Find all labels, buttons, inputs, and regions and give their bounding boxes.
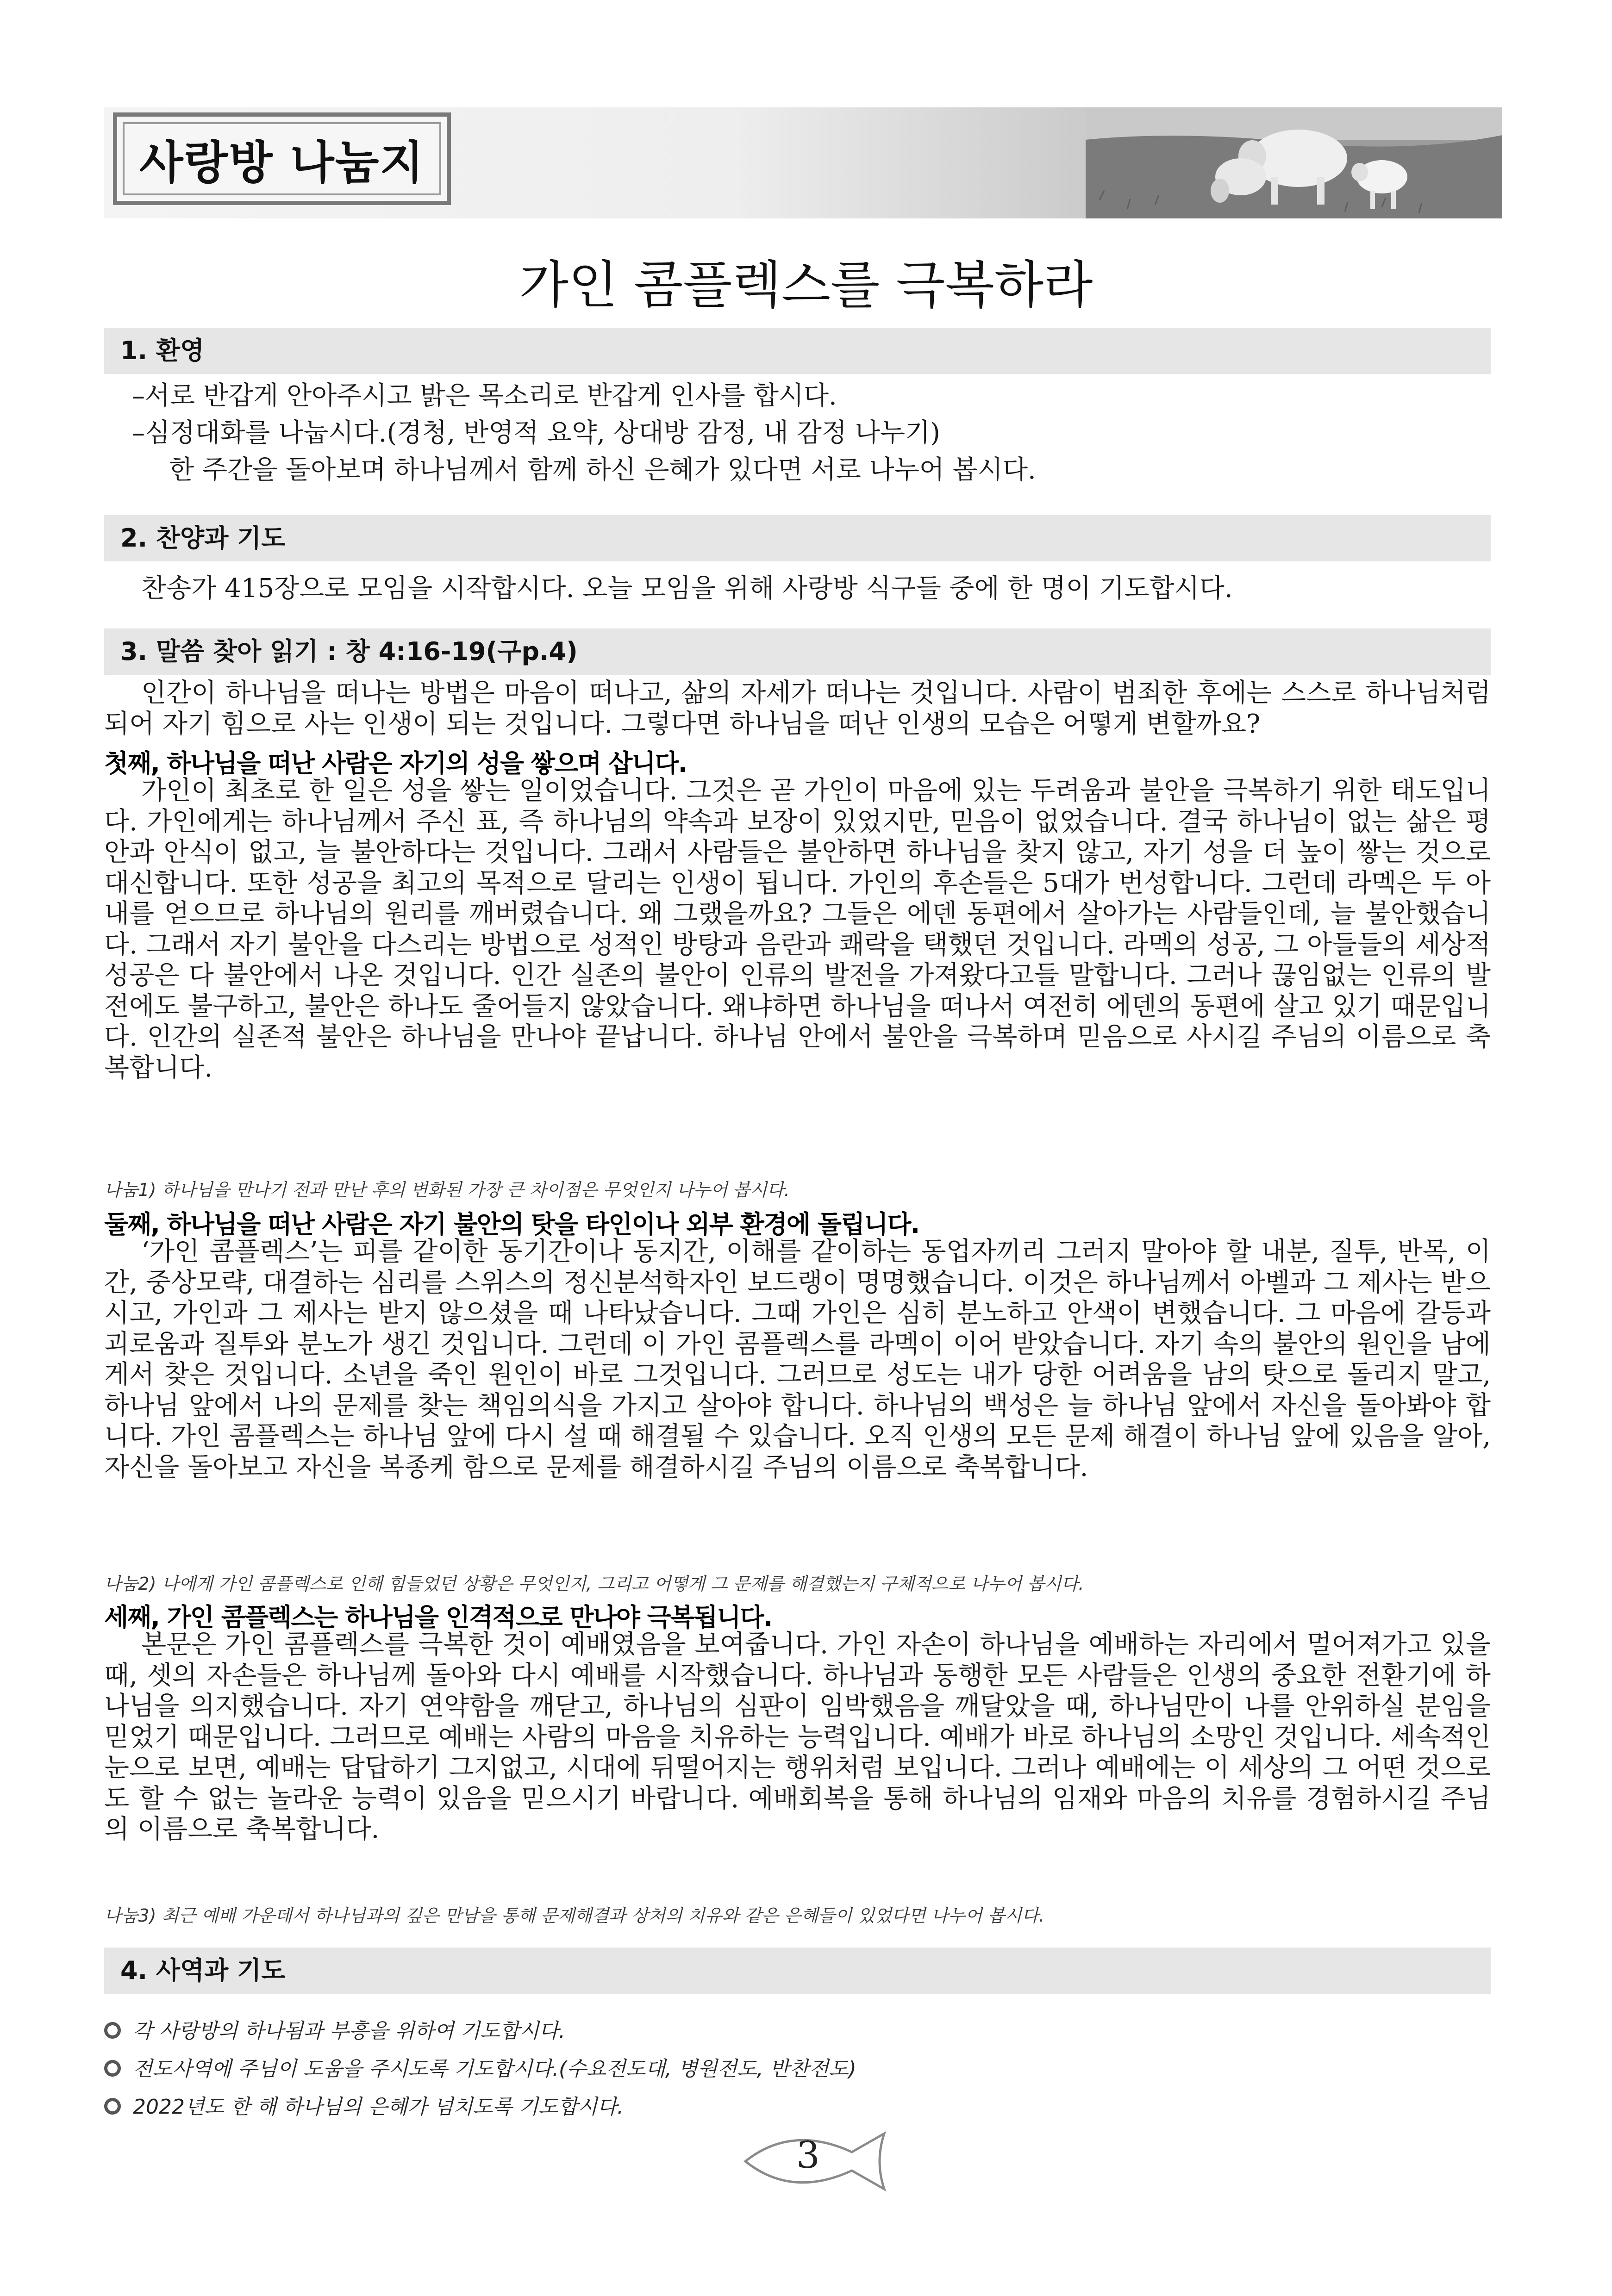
prayer-item: 각 사랑방의 하나됨과 부흥을 위하여 기도합시다.: [104, 2014, 565, 2044]
welcome-line-2: –심정대화를 나눕시다.(경청, 반영적 요약, 상대방 감정, 내 감정 나누기): [132, 418, 940, 448]
section-2-heading: 2. 찬양과 기도: [104, 515, 1491, 561]
sharing-question-1: 나눔1) 하나님을 만나기 전과 만난 후의 변화된 가장 큰 차이점은 무엇인지 나누어 봅시다.: [104, 1180, 790, 1200]
section-3-heading: 3. 말씀 찾아 읽기 : 창 4:16-19(구p.4): [104, 628, 1491, 675]
prayer-item: 전도사역에 주님이 도움을 주시도록 기도합시다.(수요전도대, 병원전도, 반찬전도): [104, 2052, 856, 2082]
header-badge: [113, 112, 451, 205]
point-3-heading: 세째, 가인 콤플렉스는 하나님을 인격적으로 만나야 극복됩니다.: [104, 1603, 772, 1632]
sheep-photo: [1086, 107, 1502, 218]
section-4-heading: 4. 사역과 기도: [104, 1948, 1491, 1994]
welcome-line-1: –서로 반갑게 안아주시고 밝은 목소리로 반갑게 인사를 합시다.: [132, 381, 837, 411]
circle-bullet-icon: [104, 2098, 121, 2115]
circle-bullet-icon: [104, 2060, 121, 2077]
point-2-body: ‘가인 콤플렉스’는 피를 같이한 동기간이나 동지간, 이해를 같이하는 동업자끼리 그러지 말아야 할 내분, 질투, 반목, 이간, 중상모략, 대결하는 심리를 스위스의 정신분석학자인 보드랭이 명명했습니다. 이것은 하나님께서 아벨과 그 제사는 받으시고, 가인과 그 제사는 받지 않으셨을 때 나타났습니다. 그때 가인은 심히 분노하고 안색이 변했습니다. 그 마음에 갈등과 괴로움과 질투와 분노가 생긴 것입니다. 그런데 이 가인 콤플렉스를 라멕이 이어 받았습니다. 자기 속의 불안의 원인을 남에게서 찾은 것입니다. 소년을 죽인 원인이 바로 그것입니다. 그러므로 성도는 내가 당한 어려움을 남의 탓으로 돌리지 말고, 하나님 앞에서 나의 문제를 찾는 책임의식을 가지고 살아야 합니다. 하나님의 백성은 늘 하나님 앞에서 자신을 돌아봐야 합니다. 가인 콤플렉스는 하나님 앞에 다시 설 때 해결될 수 있습니다. 오직 인생의 모든 문제 해결이 하나님 앞에 있음을 알아, 자신을 돌아보고 자신을 복종케 함으로 문제를 해결하시길 주님의 이름으로 축복합니다.: [104, 1237, 1491, 1482]
point-3-body: 본문은 가인 콤플렉스를 극복한 것이 예배였음을 보여줍니다. 가인 자손이 하나님을 예배하는 자리에서 멀어져가고 있을 때, 셋의 자손들은 하나님께 돌아와 다시 예배를 시작했습니다. 하나님과 동행한 모든 사람들은 인생의 중요한 전환기에 하나님을 의지했습니다. 자기 연약함을 깨닫고, 하나님의 심판이 임박했음을 깨달았을 때, 하나님만이 나를 안위하실 분임을 믿었기 때문입니다. 그러므로 예배는 사람의 마음을 치유하는 능력입니다. 예배가 바로 하나님의 소망인 것입니다. 세속적인 눈으로 보면, 예배는 답답하기 그지없고, 시대에 뒤떨어지는 행위처럼 보입니다. 그러나 예배에는 이 세상의 그 어떤 것으로도 할 수 없는 놀라운 능력이 있음을 믿으시기 바랍니다. 예배회복을 통해 하나님의 임재와 마음의 치유를 경험하시길 주님의 이름으로 축복합니다.: [104, 1630, 1491, 1844]
praise-text: 찬송가 415장으로 모임을 시작합시다. 오늘 모임을 위해 사랑방 식구들 중에 한 명이 기도합시다.: [141, 573, 1233, 604]
prayer-item: 2022년도 한 해 하나님의 은혜가 넘치도록 기도합시다.: [104, 2090, 624, 2120]
page-title: 가인 콤플렉스를 극복하라: [519, 255, 1093, 315]
section-1-heading: 1. 환영: [104, 328, 1491, 374]
point-1-body: 가인이 최초로 한 일은 성을 쌓는 일이었습니다. 그것은 곧 가인이 마음에 있는 두려움과 불안을 극복하기 위한 태도입니다. 가인에게는 하나님께서 주신 표, 즉 하나님의 약속과 보장이 있었지만, 믿음이 없었습니다. 결국 하나님이 없는 삶은 평안과 안식이 없고, 늘 불안하다는 것입니다. 그래서 사람들은 불안하면 하나님을 찾지 않고, 자기 성을 더 높이 쌓는 것으로 대신합니다. 또한 성공을 최고의 목적으로 달리는 인생이 됩니다. 가인의 후손들은 5대가 번성합니다. 그런데 라멕은 두 아내를 얻으므로 하나님의 원리를 깨버렸습니다. 왜 그랬을까요? 그들은 에덴 동편에서 살아가는 사람들인데, 늘 불안했습니다. 그래서 자기 불안을 다스리는 방법으로 성적인 방탕과 음란과 쾌락을 택했던 것입니다. 라멕의 성공, 그 아들들의 세상적 성공은 다 불안에서 나온 것입니다. 인간 실존의 불안이 인류의 발전을 가져왔다고들 말합니다. 그러나 끊임없는 인류의 발전에도 불구하고, 불안은 하나도 줄어들지 않았습니다. 왜냐하면 하나님을 떠나서 여전히 에덴의 동편에 살고 있기 때문입니다. 인간의 실존적 불안은 하나님을 만나야 끝납니다. 하나님 안에서 불안을 극복하며 믿음으로 사시길 주님의 이름으로 축복합니다.: [104, 776, 1491, 1083]
page-number-badge: [736, 2124, 893, 2198]
point-2-heading: 둘째, 하나님을 떠난 사람은 자기 불안의 탓을 타인이나 외부 환경에 돌립니다.: [104, 1210, 919, 1239]
scripture-intro: 인간이 하나님을 떠나는 방법은 마음이 떠나고, 삶의 자세가 떠나는 것입니다. 사람이 범죄한 후에는 스스로 하나님처럼 되어 자기 힘으로 사는 인생이 되는 것입니다. 그렇다면 하나님을 떠난 인생의 모습은 어떻게 변할까요?: [104, 678, 1491, 739]
sharing-question-3: 나눔3) 최근 예배 가운데서 하나님과의 깊은 만남을 통해 문제해결과 상처의 치유와 같은 은혜들이 있었다면 나누어 봅시다.: [104, 1905, 1044, 1926]
badge-title: 사랑방 나눔지: [139, 136, 425, 189]
point-1-heading: 첫째, 하나님을 떠난 사람은 자기의 성을 쌓으며 삽니다.: [104, 749, 687, 778]
circle-bullet-icon: [104, 2022, 121, 2039]
page-number: 3: [796, 2134, 820, 2177]
welcome-line-3: 한 주간을 돌아보며 하나님께서 함께 하신 은혜가 있다면 서로 나누어 봅시다.: [169, 455, 1036, 485]
sharing-question-2: 나눔2) 나에게 가인 콤플렉스로 인해 힘들었던 상황은 무엇인지, 그리고 어떻게 그 문제를 해결했는지 구체적으로 나누어 봅시다.: [104, 1574, 1084, 1594]
